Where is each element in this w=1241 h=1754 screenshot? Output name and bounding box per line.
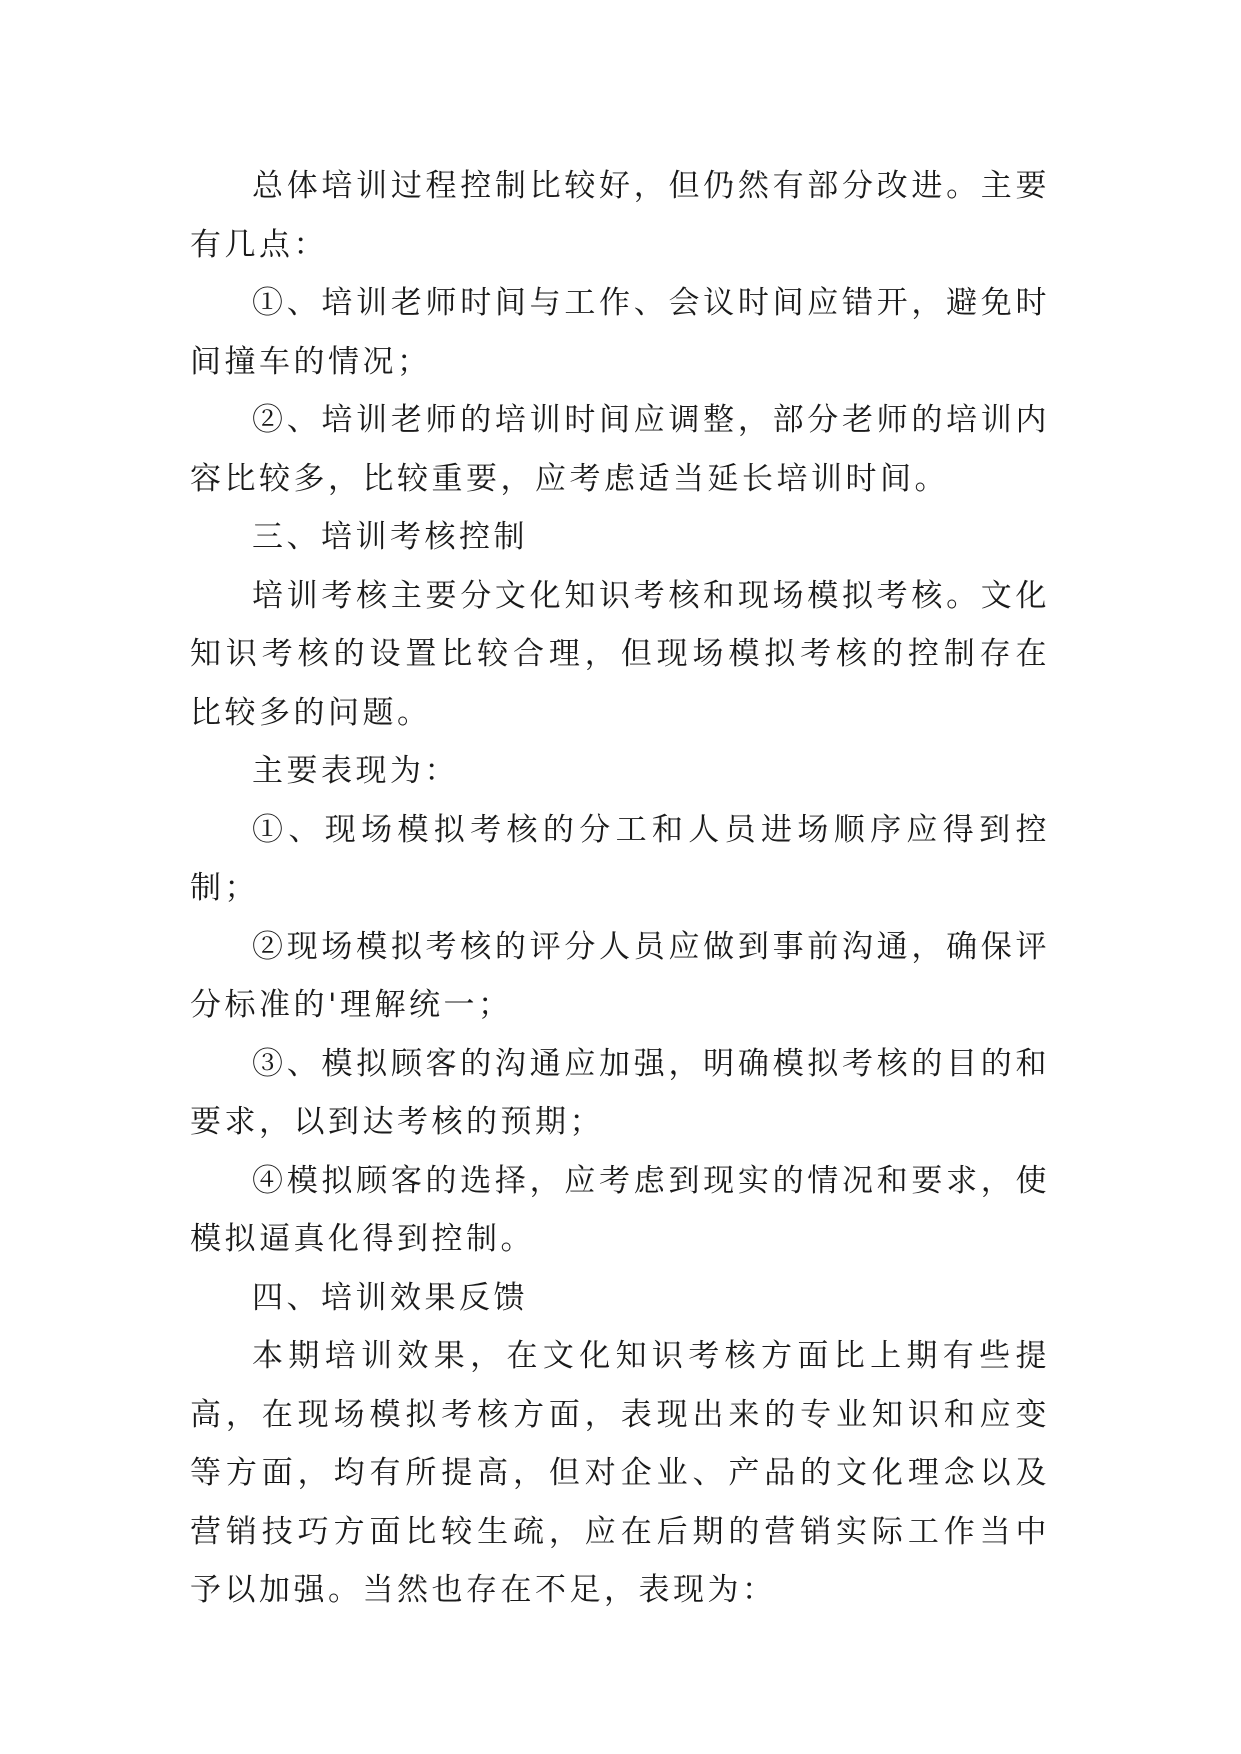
paragraph-point-2: ②、培训老师的培训时间应调整，部分老师的培训内容比较多，比较重要，应考虑适当延长培训时间。 bbox=[190, 402, 1050, 497]
paragraph-assessment-point-4: ④模拟顾客的选择，应考虑到现实的情况和要求，使模拟逼真化得到控制。 bbox=[190, 1162, 1050, 1257]
paragraph-assessment: 培训考核主要分文化知识考核和现场模拟考核。文化知识考核的设置比较合理，但现场模拟考核的控制存在比较多的问题。 bbox=[190, 577, 1050, 731]
paragraph-manifestations: 主要表现为： bbox=[252, 753, 459, 789]
section-heading-4: 四、培训效果反馈 bbox=[252, 1279, 528, 1316]
paragraph-assessment-point-3: ③、模拟顾客的沟通应加强，明确模拟考核的目的和要求，以到达考核的预期； bbox=[190, 1045, 1050, 1140]
paragraph-process-summary: 总体培训过程控制比较好，但仍然有部分改进。主要有几点： bbox=[190, 168, 1050, 263]
paragraph-assessment-point-2: ②现场模拟考核的评分人员应做到事前沟通，确保评分标准的'理解统一； bbox=[190, 928, 1050, 1023]
paragraph-assessment-point-1: ①、现场模拟考核的分工和人员进场顺序应得到控制； bbox=[190, 811, 1050, 906]
document-body bbox=[190, 157, 1050, 1620]
paragraph-feedback: 本期培训效果，在文化知识考核方面比上期有些提高，在现场模拟考核方面，表现出来的专业知识和应变等方面，均有所提高，但对企业、产品的文化理念以及营销技巧方面比较生疏，应在后期的营销实际工作当中予以加强。当然也存在不足，表现为： bbox=[190, 1338, 1050, 1608]
paragraph-point-1: ①、培训老师时间与工作、会议时间应错开，避免时间撞车的情况； bbox=[190, 285, 1050, 380]
section-heading-3: 三、培训考核控制 bbox=[252, 519, 528, 555]
